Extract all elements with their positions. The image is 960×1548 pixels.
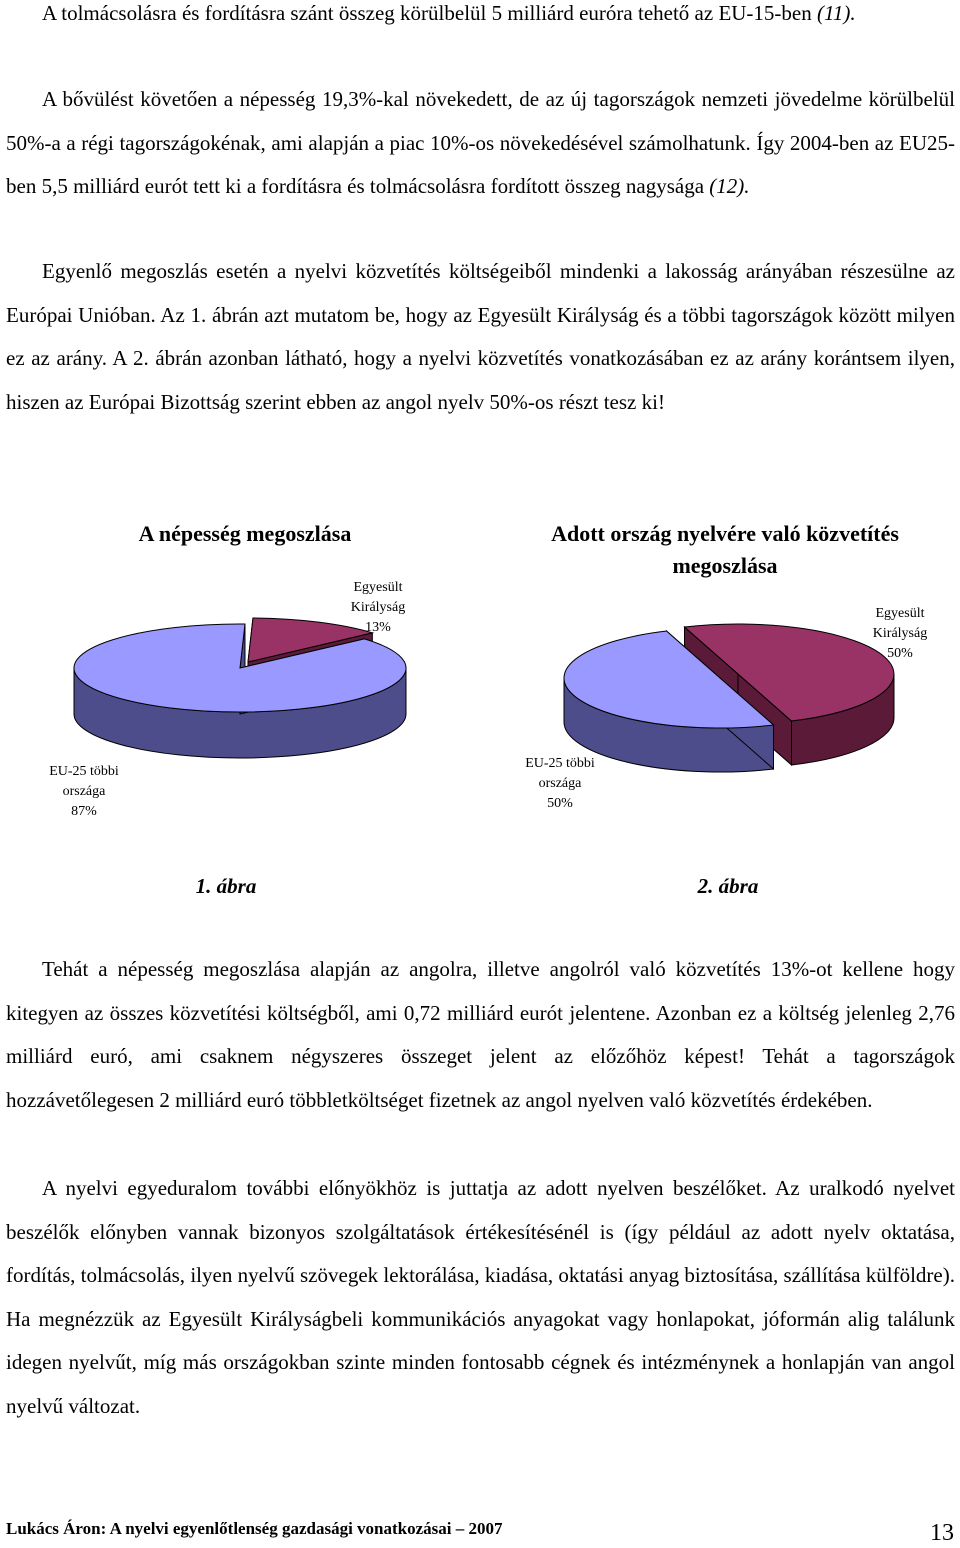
- figure-1-population-pie: [0, 500, 480, 840]
- paragraph-4: [6, 948, 955, 1122]
- paragraph-5-text: A nyelvi egyeduralom további előnyökhöz is juttatja az adott nyelven beszélőket. Az uralkodó nyelvet beszélők előnyben vannak bizonyos szolgáltatások értékesítésénél is (így például az adott nyelv oktatása, fordítás, tolmácsolás, ilyen nyelvű szövegek lektorálása, kiadása, oktatási anyag biztosítása, szállítása külföldre). Ha megnézzük az Egyesült Királyságbeli kommunikációs anyagokat vagy honlapokat, jóformán alig találunk idegen nyelvűt, míg más országokban szinte minden fontosabb cégnek és intézménynek a honlapján van angol nyelvű változat.: [6, 1176, 955, 1418]
- paragraph-5: [6, 1167, 955, 1428]
- figure-1-caption: 1. ábra: [195, 874, 257, 898]
- paragraph-1: [6, 0, 955, 36]
- label-line: országa: [62, 784, 106, 799]
- figure-1-label-uk: [318, 578, 438, 638]
- paragraph-2-text: A bővülést követően a népesség 19,3%-kal növekedett, de az új tagországok nemzeti jövedelme körülbelül 50%-a a régi tagországokénak, ami alapján a piac 10%-os növekedésével számolhatunk. Így 2004-ben az EU25-ben 5,5 milliárd eurót tett ki a fordításra és tolmácsolásra fordított összeg nagysága: [6, 87, 955, 198]
- citation-12: (12).: [709, 174, 750, 198]
- paragraph-2: [6, 78, 955, 209]
- page-footer: Lukács Áron: A nyelvi egyenlőtlenség gazdasági vonatkozásai – 2007: [6, 1519, 503, 1538]
- label-line: EU-25 többi: [49, 764, 119, 779]
- label-line: Királyság: [872, 626, 928, 641]
- paragraph-4-text: Tehát a népesség megoszlása alapján az angolra, illetve angolról való közvetítés 13%-ot kellene hogy kitegyen az összes közvetítési költségből, ami 0,72 milliárd eurót jelentene. Azonban ez a költség jelenleg 2,76 milliárd euró, ami csaknem négyszeres összeget jelent az előzőhöz képest! Tehát a tagországok hozzávetőlegesen 2 milliárd euró többletköltséget fizetnek az angol nyelven való közvetítés érdekében.: [6, 957, 955, 1112]
- paragraph-3: [6, 250, 955, 424]
- page-number: 13: [930, 1520, 954, 1546]
- label-line: EU-25 többi: [525, 756, 595, 771]
- label-line: Egyesült: [353, 580, 403, 595]
- citation-11: (11).: [817, 1, 856, 25]
- label-line: Királyság: [350, 600, 406, 615]
- paragraph-3-text: Egyenlő megoszlás esetén a nyelvi közvetítés költségeiből mindenki a lakosság arányában részesülne az Európai Unióban. Az 1. ábrán azt mutatom be, hogy az Egyesült Királyság és a többi tagországok között milyen ez az arány. A 2. ábrán azonban látható, hogy a nyelvi közvetítés vonatkozásában ez az arány korántsem ilyen, hiszen az Európai Bizottság szerint ebben az angol nyelv 50%-os részt tesz ki!: [6, 259, 955, 414]
- label-line: 50%: [887, 646, 913, 661]
- label-line: országa: [538, 776, 582, 791]
- figure-1-title: A népesség megoszlása: [138, 521, 352, 546]
- figure-2-caption: 2. ábra: [697, 874, 759, 898]
- figure-2-label-uk: [840, 604, 960, 664]
- figure-1-label-eu25: [24, 762, 144, 822]
- label-line: 50%: [547, 796, 573, 811]
- figure-2-label-eu25: [500, 754, 620, 814]
- paragraph-1-text: A tolmácsolásra és fordításra szánt összeg körülbelül 5 milliárd euróra tehető az EU-15-ben: [42, 1, 812, 25]
- label-line: 13%: [365, 620, 391, 635]
- figure-2-title: Adott ország nyelvére való közvetítés megoszlása: [551, 521, 899, 578]
- label-line: Egyesült: [875, 606, 925, 621]
- label-line: 87%: [71, 804, 97, 819]
- figure-2-mediation-pie: [480, 500, 960, 840]
